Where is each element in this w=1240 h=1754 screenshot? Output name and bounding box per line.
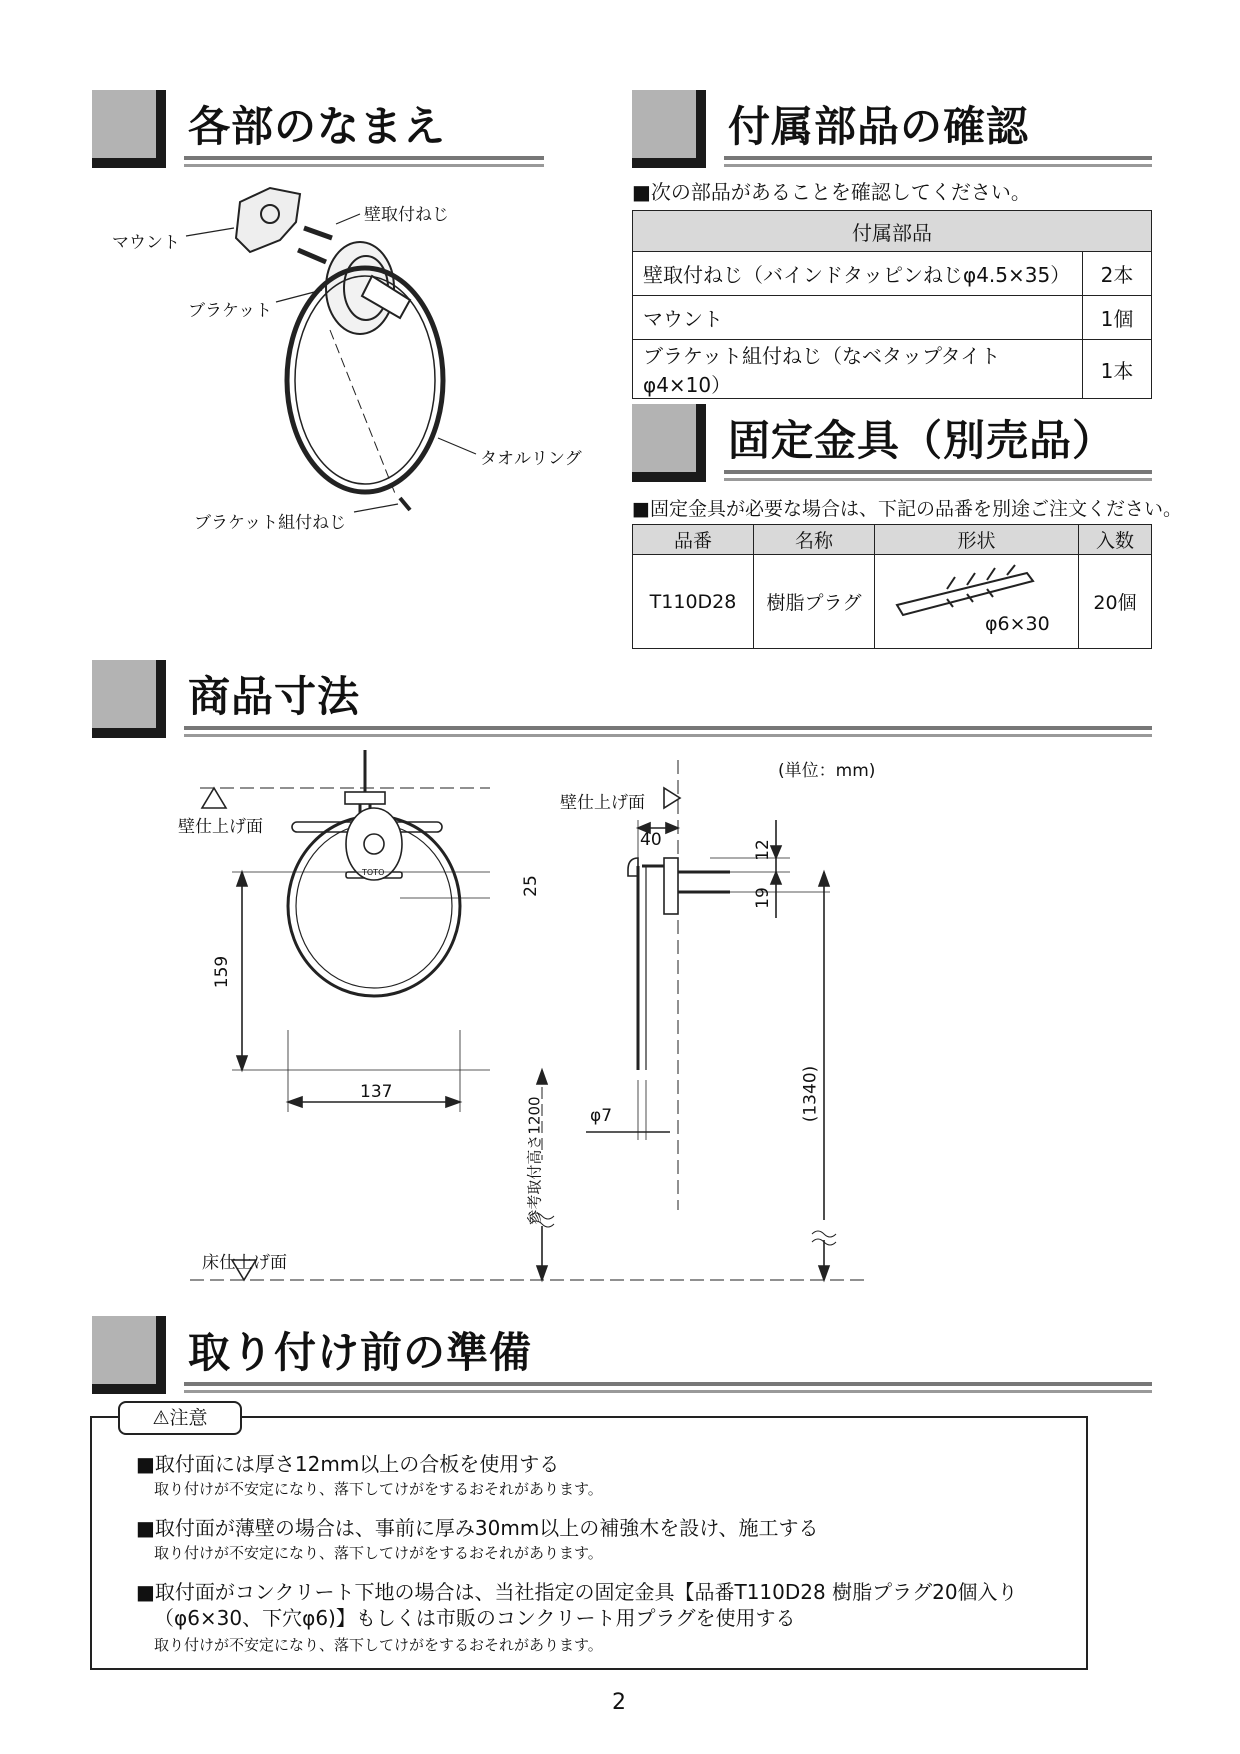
table-row [633, 252, 1152, 296]
section-parts-names [92, 90, 544, 180]
heading-marker [92, 660, 166, 738]
ref-height-label: 参考取付高さ1200 [525, 1096, 544, 1225]
divider [184, 734, 1152, 737]
section-title: 取り付け前の準備 [188, 1328, 533, 1377]
part-name: マウント [633, 296, 1083, 340]
unit-label: (単位：mm) [778, 761, 876, 781]
caution-item-title: ■取付面が薄壁の場合は、事前に厚み30mm以上の補強木を設け、施工する [136, 1516, 819, 1540]
divider [724, 156, 1152, 160]
part-qty: 1本 [1083, 340, 1152, 399]
divider [184, 1390, 1152, 1393]
part-qty: 1個 [1083, 296, 1152, 340]
heading-marker [92, 90, 166, 168]
dim-19: 19 [752, 887, 773, 909]
section-title: 固定金具（別売品） [728, 416, 1116, 465]
table-row [633, 555, 1152, 649]
page-number: 2 [612, 1690, 626, 1715]
divider [724, 164, 1152, 167]
section-accessories [632, 90, 1152, 180]
part-name: ブラケット組付ねじ（なベタップタイトφ4×10） [633, 340, 1083, 399]
label-bracket-screw: ブラケット組付ねじ [194, 513, 347, 533]
label-bracket: ブラケット [188, 301, 273, 321]
part-name: 壁取付ねじ（バインドタッピンねじφ4.5×35） [633, 252, 1083, 296]
resin-plug-icon [887, 559, 1057, 619]
dim-1340: (1340) [800, 1065, 821, 1123]
divider [724, 478, 1152, 481]
fixture-shape [875, 555, 1079, 649]
caution-item-title: ■取付面には厚さ12mm以上の合板を使用する [136, 1452, 560, 1476]
fixture-qty: 20個 [1079, 555, 1152, 649]
floor-finish-label: 床仕上げ面 [202, 1253, 287, 1273]
fixture-size: φ6×30 [985, 613, 1050, 635]
fixture-code: T110D28 [633, 555, 754, 649]
caution-box [90, 1416, 1088, 1670]
wall-finish-label-side: 壁仕上げ面 [560, 793, 645, 813]
caution-item-note: 取り付けが不安定になり、落下してけがをするおそれがあります。 [154, 1544, 603, 1562]
dim-137: 137 [360, 1082, 393, 1102]
divider [184, 164, 544, 167]
divider [184, 1382, 1152, 1386]
divider [184, 726, 1152, 730]
label-towel-ring: タオルリング [480, 449, 582, 469]
label-mount: マウント [112, 233, 180, 253]
section-title: 商品寸法 [188, 672, 361, 721]
section-dimensions [92, 660, 1152, 750]
caution-tag: ⚠注意 [118, 1401, 242, 1435]
dim-159: 159 [212, 955, 233, 989]
accessories-table [632, 210, 1152, 399]
dim-40: 40 [640, 830, 662, 850]
table-row [633, 296, 1152, 340]
heading-marker [92, 1316, 166, 1394]
caution-item-note: 取り付けが不安定になり、落下してけがをするおそれがあります。 [154, 1480, 603, 1498]
accessories-note: ■次の部品があることを確認してください。 [632, 180, 1031, 204]
section-preparation [92, 1316, 1152, 1406]
fixtures-note: ■固定金具が必要な場合は、下記の品番を別途ご注文ください。 [632, 498, 1182, 520]
brand-mark: TOTO [362, 868, 385, 877]
section-fixtures [632, 404, 1152, 494]
caution-item-note: 取り付けが不安定になり、落下してけがをするおそれがあります。 [154, 1636, 603, 1654]
table-row [633, 525, 1152, 555]
wall-finish-label-front: 壁仕上げ面 [178, 817, 263, 837]
table-row [633, 340, 1152, 399]
section-title: 付属部品の確認 [728, 102, 1030, 151]
divider [184, 156, 544, 160]
heading-marker [632, 90, 706, 168]
col-header-code: 品番 [633, 525, 754, 555]
part-qty: 2本 [1083, 252, 1152, 296]
label-wall-screw: 壁取付ねじ [364, 205, 449, 225]
table-row [633, 211, 1152, 252]
dim-25: 25 [520, 875, 541, 897]
fixtures-table [632, 524, 1152, 649]
fixture-name: 樹脂プラグ [754, 555, 875, 649]
col-header-name: 名称 [754, 525, 875, 555]
divider [724, 470, 1152, 474]
dim-phi7: φ7 [590, 1106, 613, 1126]
dim-12: 12 [752, 839, 773, 861]
caution-item-title-cont: （φ6×30、下穴φ6)】もしくは市販のコンクリート用プラグを使用する [154, 1606, 796, 1630]
col-header-qty: 入数 [1079, 525, 1152, 555]
table-header: 付属部品 [633, 211, 1152, 252]
heading-marker [632, 404, 706, 482]
section-title: 各部のなまえ [188, 102, 447, 151]
col-header-shape: 形状 [875, 525, 1079, 555]
caution-item-title: ■取付面がコンクリート下地の場合は、当社指定の固定金具【品番T110D28 樹脂プラグ20個入り [136, 1580, 1018, 1604]
